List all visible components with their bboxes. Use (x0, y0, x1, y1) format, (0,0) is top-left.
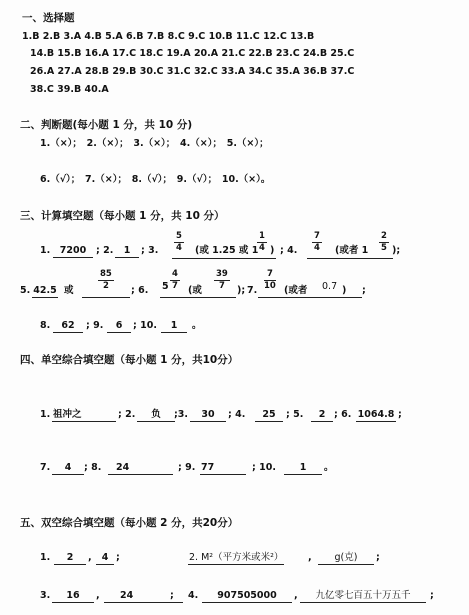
s4-q2-answer: 负 (137, 410, 175, 422)
s3-q8-answer-wrap (53, 321, 83, 333)
s2-row-1: 1.（×）； 2.（×）； 3.（×）； 4.（×）； 5.（×）； (40, 138, 269, 149)
s4-q3-answer: 30 (190, 410, 226, 422)
s3-q5-fraction (98, 270, 114, 290)
section-1-title: 一、选择题 (22, 12, 75, 24)
s3-q6-or: (或 (188, 285, 202, 296)
s4-q1-answer: 祖冲之 (52, 410, 116, 422)
s4-q2-label: ; 2. (118, 409, 136, 420)
s5-q2-end: ; (376, 552, 380, 563)
s1-row-3: 26.A 27.A 28.B 29.B 30.C 31.C 32.C 33.A 34.C 35.A 36.B 37.C (30, 66, 355, 77)
s3-q7-close: ) (342, 285, 347, 296)
s3-q3-den: 4 (176, 242, 182, 253)
s3-q3-fraction (174, 232, 184, 252)
s3-q5-underline (82, 297, 130, 298)
s4-q10-label: ; 10. (252, 462, 276, 473)
s5-q1-b-wrap (96, 553, 114, 565)
s3-q4-den2: 5 (381, 242, 387, 253)
s3-q9-answer-wrap (107, 321, 131, 333)
s3-q1-answer-wrap (53, 246, 93, 258)
s3-q6-label: ; 6. (131, 285, 149, 296)
s4-q9-answer: 77 (200, 463, 246, 475)
section-3-title: 三、计算填空题（每小题 1 分，共 10 分） (20, 210, 225, 222)
s5-q2-b: g(克) (318, 553, 374, 565)
s3-q3-label: ; 3. (141, 245, 159, 256)
s3-q6-close: ); (237, 285, 246, 296)
s3-q6-whole: 5 (162, 281, 169, 292)
s3-q7-den: 10 (264, 280, 276, 291)
s3-q5-den: 2 (102, 280, 109, 291)
s5-q4-b-wrap (300, 591, 426, 603)
s3-q7-num: 7 (266, 269, 273, 279)
s4-q5-answer: 2 (311, 410, 333, 422)
s5-q4-sep: , (294, 590, 298, 601)
s5-q1-a-wrap (54, 553, 86, 565)
s5-q4-label: 4. (188, 590, 199, 601)
s3-q8-label: 8. (40, 320, 51, 331)
s4-q7-answer-wrap (52, 463, 84, 475)
s3-q3-num: 5 (176, 231, 182, 241)
s3-q7-underline (258, 297, 362, 298)
s3-q4-den: 4 (314, 242, 320, 253)
s4-q1-label: 1. (40, 409, 51, 420)
s2-row-2: 6.（√）； 7.（×）； 8.（√）； 9.（√）； 10.（×）。 (40, 174, 271, 185)
s3-q6-mixed-fraction (170, 270, 180, 290)
s4-q6-label: ; 6. (334, 409, 352, 420)
s5-q3-end: ; (170, 590, 174, 601)
s3-q7-end: ; (362, 285, 366, 296)
s3-q3-underline (172, 258, 276, 259)
s5-q4-end: ; (430, 590, 434, 601)
s3-q6-mixed-num: 4 (172, 269, 178, 279)
s3-q4-fraction (312, 232, 322, 252)
section-4-title: 四、单空综合填空题（每小题 1 分，共10分） (20, 354, 239, 366)
section-2-title: 二、判断题(每小题 1 分，共 10 分) (20, 119, 193, 131)
s3-q3-mixed-den: 4 (259, 242, 265, 253)
s5-q3-a-wrap (52, 591, 94, 603)
s5-q2-label: 2. M²（平方米或米²） (189, 552, 284, 563)
s3-q3-mixed-fraction (257, 232, 267, 252)
s4-q6-answer-wrap (356, 410, 396, 422)
s3-q4-close: ); (392, 245, 401, 256)
s3-q4-underline (307, 258, 393, 259)
s4-q10-answer: 1 (284, 463, 322, 475)
s3-q10-answer-wrap (161, 321, 187, 333)
s5-q4-b: 九亿零七百五十万五千 (300, 591, 426, 603)
s5-q4-a: 907505000 (202, 591, 292, 603)
s5-q4-a-wrap (202, 591, 292, 603)
s4-q6-answer: 1064.8 (357, 409, 395, 420)
s3-q4-mixed-num: 2 (381, 231, 387, 241)
s5-q3-a: 16 (52, 591, 94, 603)
s1-row-1: 1.B 2.B 3.A 4.B 5.A 6.B 7.B 8.C 9.C 10.B 11.C 12.C 13.B (22, 31, 315, 42)
s4-q6-end: ; (398, 409, 402, 420)
s3-q2-label: ; 2. (96, 245, 114, 256)
s4-q10-end: 。 (324, 462, 334, 473)
s3-q6-den: 7 (218, 280, 225, 291)
s4-q3-label: ;3. (174, 409, 189, 420)
s4-q7-label: 7. (40, 462, 51, 473)
s3-q4-mixed-fraction (379, 232, 389, 252)
s4-q3-answer-wrap (190, 410, 226, 422)
s4-q5-answer-wrap (311, 410, 333, 422)
s4-q9-answer-wrap (200, 463, 246, 475)
s3-q4-or: (或者 1 (335, 245, 369, 256)
s3-q5-or: 或 (64, 285, 74, 296)
s3-q3-mixed-num: 1 (259, 231, 265, 241)
s3-q7-alt: 0.7 (322, 281, 338, 292)
s3-q6-num: 39 (216, 269, 228, 279)
s3-q10-end: 。 (192, 320, 202, 331)
s3-q5-num: 85 (100, 269, 112, 279)
s3-q10-label: ; 10. (133, 320, 157, 331)
section-5-title: 五、双空综合填空题（每小题 2 分，共20分） (20, 517, 239, 529)
s5-q1-b: 4 (96, 553, 114, 565)
s4-q5-label: ; 5. (286, 409, 304, 420)
s3-q5-label: 5. (20, 285, 31, 296)
s4-q1-answer-wrap (52, 410, 116, 422)
s4-q4-answer: 25 (255, 410, 283, 422)
s5-q2-label-wrap (188, 553, 284, 565)
s5-q3-sep: , (96, 590, 100, 601)
s3-q5-answer-wrap (32, 286, 58, 298)
s5-q1-end: ; (116, 552, 120, 563)
s4-q8-label: ; 8. (84, 462, 102, 473)
s3-q5-answer: 42.5 (33, 285, 57, 296)
s5-q1-a: 2 (54, 553, 86, 565)
s3-q9-label: ; 9. (86, 320, 104, 331)
s3-q6-underline (160, 297, 236, 298)
s4-q2-answer-wrap (137, 410, 175, 422)
s3-q2-answer: 1 (115, 246, 139, 258)
s5-q2-b-wrap (318, 553, 374, 565)
s4-q4-answer-wrap (255, 410, 283, 422)
s5-q1-sep: , (88, 552, 92, 563)
s4-q9-label: ; 9. (178, 462, 196, 473)
s3-q4-label: ; 4. (280, 245, 298, 256)
s3-q1-answer: 7200 (53, 246, 93, 258)
s3-q6-mixed-den: 7 (172, 280, 178, 291)
s3-q10-answer: 1 (161, 321, 187, 333)
s3-q3-close: ) (270, 245, 275, 256)
s4-q8-answer-wrap (108, 463, 173, 475)
s1-row-2: 14.B 15.B 16.A 17.C 18.C 19.A 20.A 21.C 22.B 23.C 24.B 25.C (30, 48, 355, 59)
s3-q8-answer: 62 (53, 321, 83, 333)
s3-q1-label: 1. (40, 245, 51, 256)
s3-q2-answer-wrap (115, 246, 139, 258)
s5-q1-label: 1. (40, 552, 51, 563)
s1-row-4: 38.C 39.B 40.A (30, 84, 109, 95)
s3-q9-answer: 6 (107, 321, 131, 333)
s5-q3-label: 3. (40, 590, 51, 601)
s4-q8-answer: 24 (108, 463, 173, 475)
s3-q7-label: 7. (247, 285, 258, 296)
s3-q3-or: (或 1.25 或 1 (195, 245, 259, 256)
s3-q7-fraction (264, 270, 276, 290)
s3-q4-num: 7 (314, 231, 320, 241)
s5-q2-sep: , (308, 552, 312, 563)
s4-q10-answer-wrap (284, 463, 322, 475)
s4-q7-answer: 4 (52, 463, 84, 475)
s4-q4-label: ; 4. (228, 409, 246, 420)
s5-q3-b: 24 (104, 591, 183, 603)
s3-q6-fraction (214, 270, 230, 290)
s3-q7-or: (或者 (284, 285, 308, 296)
